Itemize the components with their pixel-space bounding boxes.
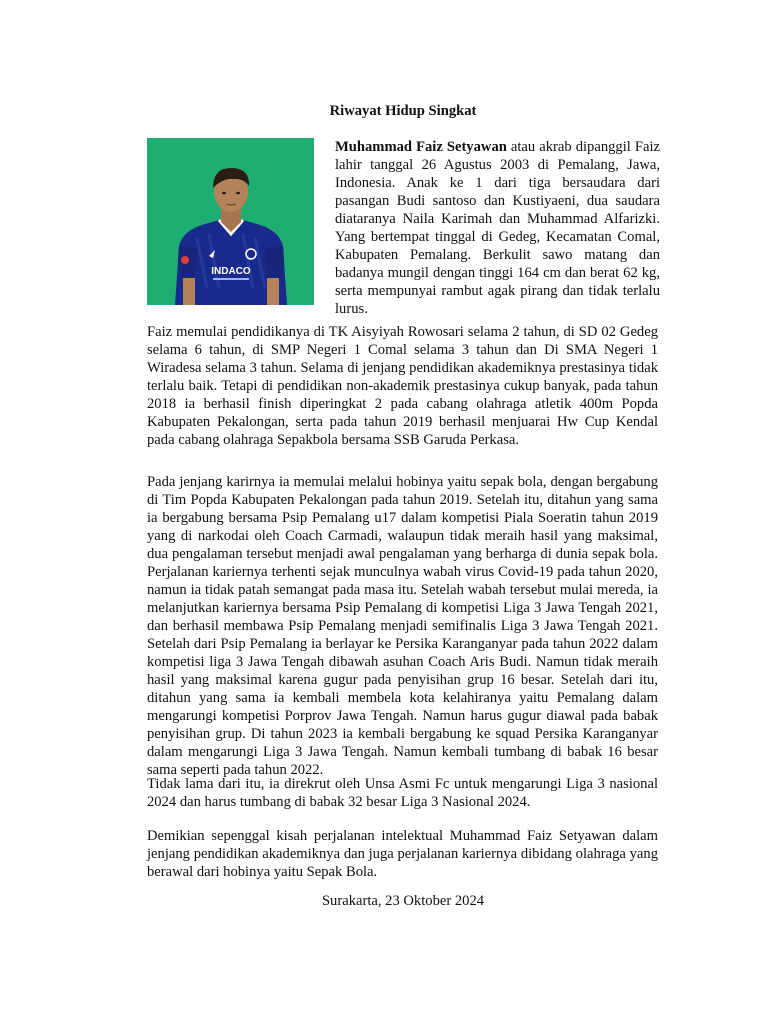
latest-career-paragraph: Tidak lama dari itu, ia direkrut oleh Unsa Asmi Fc untuk mengarungi Liga 3 nasional 2024 dan harus tumbang di babak 32 besar Liga 3 Nasional 2024. (147, 776, 658, 810)
profile-photo (147, 138, 314, 305)
player-portrait-image (147, 138, 314, 305)
place-date: Surakarta, 23 Oktober 2024 (321, 893, 485, 909)
document-title: Riwayat Hidup Singkat (329, 103, 477, 119)
intro-text: atau akrab dipanggil Faiz lahir tanggal 26 Agustus 2003 di Pemalang, Jawa, Indonesia. Anak ke 1 dari tiga bersaudara dari pasangan Budi santoso dan Kustiyaeni, dua saudara diataranya Naila Karimah dan Muhammad Alfarizki. Yang bertempat tinggal di Gedeg, Kecamatan Comal, Kabupaten Pemalang. Berkulit sawo matang dan badanya mungil dengan tinggi 164 cm dan berat 62 kg, serta mempunyai rambut agak pirang dan tidak terlalu lurus. (335, 139, 660, 317)
jersey-sponsor-text: INDACO (211, 266, 251, 277)
intro-paragraph (335, 138, 660, 318)
closing-paragraph: Demikian sepenggal kisah perjalanan intelektual Muhammad Faiz Setyawan dalam jenjang pendidikan akademiknya dan juga perjalanan kariernya dibidang olahraga yang berawal dari hobinya yaitu Sepak Bola. (147, 828, 658, 880)
education-paragraph: Faiz memulai pendidikanya di TK Aisyiyah Rowosari selama 2 tahun, di SD 02 Gedeg selama 6 tahun, di SMP Negeri 1 Comal selama 3 tahun dan Di SMA Negeri 1 Wiradesa selama 3 tahun. Selama di jenjang pendidikan akademiknya prestasinya tidak terlalu baik. Tetapi di pendidikan non-akademik prestasinya cukup banyak, pada tahun 2018 ia berhasil finish diperingkat 2 pada cabang olahraga atletik 400m Popda Kabupaten Pekalongan, serta pada tahun 2019 berhasil menjuarai Hw Cup Kendal pada cabang olahraga Sepakbola bersama SSB Garuda Perkasa. (147, 324, 658, 448)
subject-name: Muhammad Faiz Setyawan (335, 139, 507, 155)
career-paragraph: Pada jenjang karirnya ia memulai melalui hobinya yaitu sepak bola, dengan bergabung di Tim Popda Kabupaten Pekalongan pada tahun 2019. Setelah itu, ditahun yang sama ia bergabung bersama Psip Pemalang u17 dalam kompetisi Piala Soeratin tahun 2019 yang di narkodai oleh Coach Carmadi, walaupun tidak meraih hasil yang maksimal, dua pengalaman tersebut menjadi awal pengalaman yang berharga di dunia sepak bola. Perjalanan kariernya terhenti sejak munculnya wabah virus Covid-19 pada tahun 2020, namun ia tidak patah semangat pada masa itu. Setelah wabah tersebut mulai mereda, ia melanjutkan kariernya bersama Psip Pemalang di kompetisi Liga 3 Jawa Tengah 2021, dan berhasil membawa Psip Pemalang menjadi semifinalis Liga 3 Jawa Tengah 2021. Setelah dari Psip Pemalang ia berlayar ke Persika Karanganyar pada tahun 2022 dalam kompetisi liga 3 Jawa Tengah dibawah asuhan Coach Aris Budi. Namun tidak meraih hasil yang maksimal karena gugur pada penyisihan grup 16 besar. Setelah dari itu, ditahun yang sama ia kembali membela kota kelahiranya yaitu Pemalang dalam mengarungi kompetisi Porprov Jawa Tengah. Namun harus gugur diawal pada babak penyisihan grup. Di tahun 2023 ia kembali bergabung ke squad Persika Karanganyar dalam mengarungi Liga 3 Jawa Tengah. Namun kembali tumbang di babak 16 besar sama seperti pada tahun 2022. (147, 474, 658, 778)
